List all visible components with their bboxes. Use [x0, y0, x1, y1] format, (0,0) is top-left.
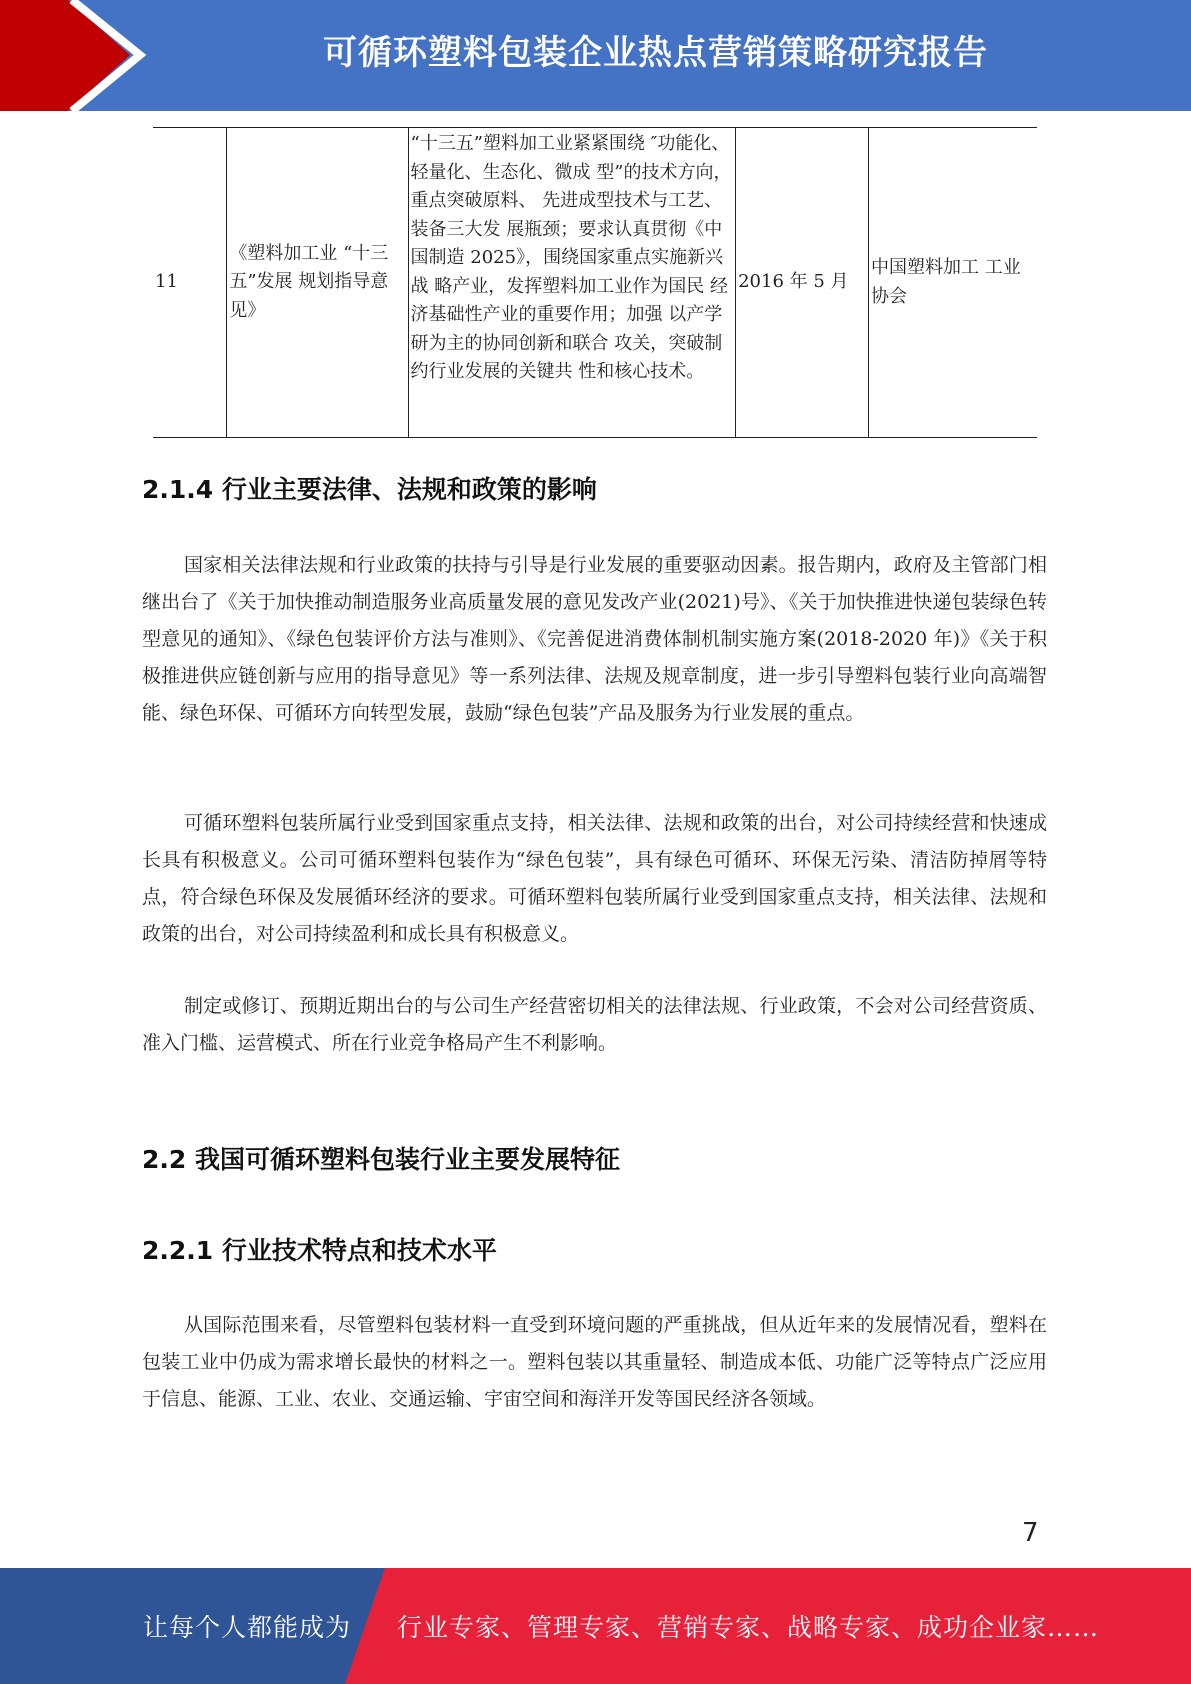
- section-heading-2-1-4: 2.1.4 行业主要法律、法规和政策的影响: [142, 475, 597, 504]
- footer-slogan-left: 让每个人都能成为: [143, 1613, 352, 1642]
- policy-date: 2016 年 5 月: [736, 128, 869, 438]
- paragraph: 制定或修订、预期近期出台的与公司生产经营密切相关的法律法规、行业政策，不会对公司经营资质、准入门槛、运营模式、所在行业竞争格局产生不利影响。: [142, 995, 1047, 1054]
- policy-organization: 中国塑料加工 工业协会: [868, 128, 1037, 438]
- table-row: [153, 128, 1037, 438]
- footer-slogan-right: 行业专家、管理专家、营销专家、战略专家、成功企业家……: [397, 1613, 1100, 1642]
- section-heading-2-2-1: 2.2.1 行业技术特点和技术水平: [142, 1236, 497, 1265]
- paragraph: 国家相关法律法规和行业政策的扶持与引导是行业发展的重要驱动因素。报告期内，政府及主管部门相继出台了《关于加快推动制造服务业高质量发展的意见发改产业(2021)号》、《关于加快推进快递包装绿色转型意见的通知》、《绿色包装评价方法与准则》、《完善促进消费体制机制实施方案(2018-2020 年)》《关于积极推进供应链创新与应用的指导意见》等一系列法律、法规及规章制度，进一步引导塑料包装行业向高端智能、绿色环保、可循环方向转型发展，鼓励“绿色包装”产品及服务为行业发展的重点。: [142, 554, 1047, 724]
- page-number: 7: [1022, 1518, 1039, 1548]
- policy-table: [153, 127, 1037, 438]
- policy-name: 《塑料加工业 “十三五”发展 规划指导意见》: [227, 128, 408, 438]
- header-bar: [0, 0, 1191, 111]
- footer-banner: [0, 1568, 1191, 1684]
- section-heading-2-2: 2.2 我国可循环塑料包装行业主要发展特征: [142, 1145, 620, 1174]
- paragraph: 从国际范围来看，尽管塑料包装材料一直受到环境问题的严重挑战，但从近年来的发展情况看，塑料在包装工业中仍成为需求增长最快的材料之一。塑料包装以其重量轻、制造成本低、功能广泛等特点广泛应用于信息、能源、工业、农业、交通运输、宇宙空间和海洋开发等国民经济各领域。: [142, 1314, 1047, 1410]
- report-title: 可循环塑料包装企业热点营销策略研究报告: [323, 33, 988, 73]
- row-number: 11: [153, 128, 227, 438]
- policy-content: “十三五”塑料加工业紧紧围绕 ″功能化、轻量化、生态化、微成 型”的技术方向，重点突破原料、 先进成型技术与工艺、装备三大发 展瓶颈；要求认真贯彻《中国制造 2025》，围绕国家重点实施新兴战 略产业，发挥塑料加工业作为国民 经济基础性产业的重要作用；加强 以产学研为主的协同创新和联合 攻关，突破制约行业发展的关键共 性和核心技术。: [408, 128, 736, 438]
- paragraph: 可循环塑料包装所属行业受到国家重点支持，相关法律、法规和政策的出台，对公司持续经营和快速成长具有积极意义。公司可循环塑料包装作为“绿色包装”，具有绿色可循环、环保无污染、清洁防掉屑等特点，符合绿色环保及发展循环经济的要求。可循环塑料包装所属行业受到国家重点支持，相关法律、法规和政策的出台，对公司持续盈利和成长具有积极意义。: [142, 812, 1047, 945]
